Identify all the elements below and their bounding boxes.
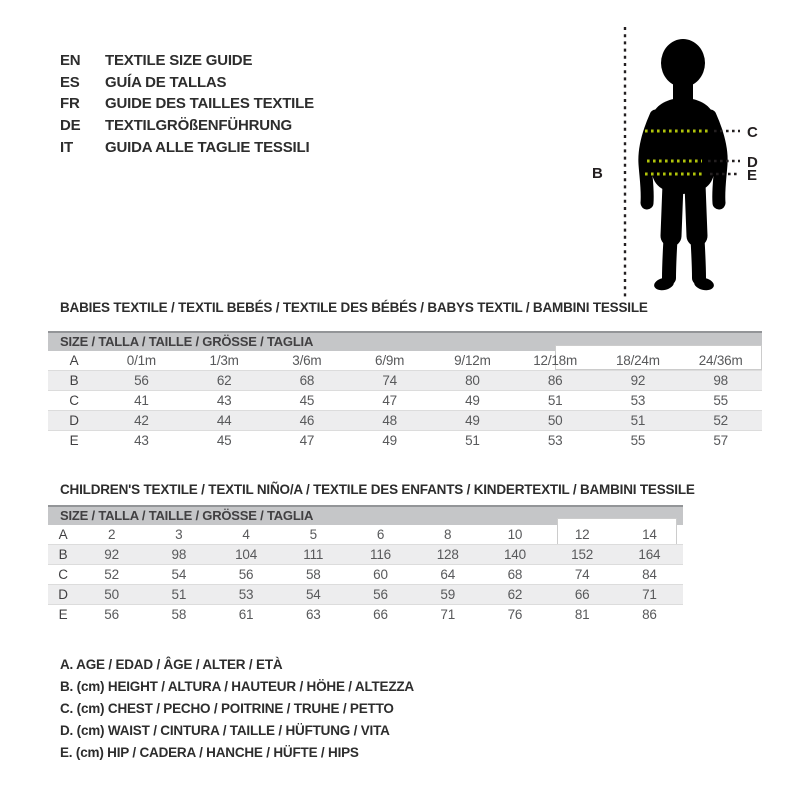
table-cell: 56 <box>100 371 183 391</box>
babies-section-title: BABIES TEXTILE / TEXTIL BEBÉS / TEXTILE DES BÉBÉS / BABYS TEXTIL / BAMBINI TESSILE <box>60 300 648 315</box>
table-cell: 66 <box>549 585 616 605</box>
table-cell: 56 <box>104 607 119 622</box>
table-cell: 52 <box>679 411 762 431</box>
table-cell: 66 <box>373 607 388 622</box>
table-cell: 60 <box>347 565 414 585</box>
table-row <box>48 585 683 605</box>
table-row <box>48 431 762 451</box>
table-cell: 45 <box>266 391 349 411</box>
table-cell: 2 <box>78 525 145 545</box>
table-row <box>48 371 762 391</box>
table-row <box>48 545 683 565</box>
table-cell: 92 <box>597 371 680 391</box>
table-cell: 43 <box>183 391 266 411</box>
table-cell: 54 <box>145 565 212 585</box>
table-cell: 58 <box>280 565 347 585</box>
table-cell: 98 <box>679 371 762 391</box>
language-title: GUIDA ALLE TAGLIE TESSILI <box>105 138 310 156</box>
table-cell: 8 <box>414 525 481 545</box>
measurement-legend <box>60 653 414 763</box>
table-cell: 86 <box>642 607 657 622</box>
table-cell: 62 <box>481 585 548 605</box>
legend-item: D. (cm) WAIST / CINTURA / TAILLE / HÜFTUNG / VITA <box>60 722 390 738</box>
legend-item: E. (cm) HIP / CADERA / HANCHE / HÜFTE / HIPS <box>60 744 359 760</box>
table-cell: 3 <box>145 525 212 545</box>
table-row <box>48 351 762 371</box>
table-cell: 53 <box>547 433 563 448</box>
table-cell: 74 <box>549 565 616 585</box>
table-cell: 4 <box>212 525 279 545</box>
language-row <box>60 72 314 94</box>
table-cell: 68 <box>481 565 548 585</box>
table-cell: 10 <box>481 525 548 545</box>
legend-item: B. (cm) HEIGHT / ALTURA / HAUTEUR / HÖHE / ALTEZZA <box>60 678 414 694</box>
table-cell: 6 <box>347 525 414 545</box>
children-size-table <box>48 525 683 624</box>
table-cell: 51 <box>145 585 212 605</box>
row-label: E <box>69 433 79 448</box>
waist-label: D <box>747 154 758 171</box>
table-cell: 152 <box>549 545 616 565</box>
table-cell: 86 <box>514 371 597 391</box>
babies-size-table <box>48 351 762 450</box>
row-label: D <box>48 411 100 431</box>
row-label: C <box>48 391 100 411</box>
size-header-bar: SIZE / TALLA / TAILLE / GRÖSSE / TAGLIA <box>48 505 683 525</box>
table-cell: 71 <box>616 585 683 605</box>
table-cell: 57 <box>713 433 728 448</box>
legend-item: A. AGE / EDAD / ÂGE / ALTER / ETÀ <box>60 656 283 672</box>
table-cell: 80 <box>431 371 514 391</box>
table-cell: 24/36m <box>679 351 762 371</box>
table-row <box>48 565 683 585</box>
table-cell: 3/6m <box>266 351 349 371</box>
row-label: B <box>48 371 100 391</box>
table-cell: 116 <box>347 545 414 565</box>
table-cell: 63 <box>305 607 321 622</box>
language-list <box>60 50 314 158</box>
table-row <box>48 391 762 411</box>
table-cell: 50 <box>78 585 145 605</box>
table-cell: 61 <box>238 607 254 622</box>
row-label: B <box>48 545 78 565</box>
table-cell: 48 <box>348 411 431 431</box>
babies-table-block <box>48 331 762 450</box>
table-cell: 71 <box>440 607 456 622</box>
table-cell: 49 <box>382 433 397 448</box>
table-cell: 56 <box>347 585 414 605</box>
table-cell: 49 <box>431 411 514 431</box>
language-code: DE <box>60 117 81 135</box>
child-silhouette-figure <box>590 18 800 303</box>
table-row <box>48 605 683 625</box>
language-row <box>60 93 314 115</box>
chest-label: C <box>747 124 758 141</box>
table-cell: 54 <box>280 585 347 605</box>
table-cell: 164 <box>616 545 683 565</box>
table-cell: 74 <box>348 371 431 391</box>
table-cell: 140 <box>481 545 548 565</box>
table-cell: 55 <box>630 433 646 448</box>
legend-item: C. (cm) CHEST / PECHO / POITRINE / TRUHE / PETTO <box>60 700 394 716</box>
size-header-bar: SIZE / TALLA / TAILLE / GRÖSSE / TAGLIA <box>48 331 762 351</box>
table-cell: 59 <box>414 585 481 605</box>
table-cell: 53 <box>597 391 680 411</box>
table-cell: 43 <box>134 433 149 448</box>
language-row <box>60 115 314 137</box>
table-cell: 12/18m <box>514 351 597 371</box>
table-cell: 44 <box>183 411 266 431</box>
language-code: EN <box>60 52 81 70</box>
language-code: IT <box>60 138 73 156</box>
child-silhouette <box>645 39 721 292</box>
row-label: E <box>58 607 68 622</box>
table-cell: 53 <box>212 585 279 605</box>
table-cell: 42 <box>100 411 183 431</box>
table-cell: 47 <box>299 433 315 448</box>
table-cell: 5 <box>280 525 347 545</box>
table-cell: 98 <box>145 545 212 565</box>
language-title: TEXTILGRÖßENFÜHRUNG <box>105 117 293 135</box>
table-cell: 12 <box>549 525 616 545</box>
children-section-title: CHILDREN'S TEXTILE / TEXTIL NIÑO/A / TEXTILE DES ENFANTS / KINDERTEXTIL / BAMBINI TESSILE <box>60 482 695 497</box>
language-title: GUIDE DES TAILLES TEXTILE <box>105 95 314 113</box>
table-cell: 0/1m <box>100 351 183 371</box>
table-cell: 55 <box>679 391 762 411</box>
language-title: GUÍA DE TALLAS <box>105 73 227 91</box>
table-cell: 56 <box>212 565 279 585</box>
table-cell: 50 <box>514 411 597 431</box>
table-cell: 51 <box>597 411 680 431</box>
table-row <box>48 525 683 545</box>
row-label: A <box>48 351 100 371</box>
table-cell: 47 <box>348 391 431 411</box>
table-cell: 92 <box>78 545 145 565</box>
hip-label: E <box>747 167 758 184</box>
table-cell: 1/3m <box>183 351 266 371</box>
table-cell: 111 <box>280 545 347 565</box>
table-cell: 52 <box>78 565 145 585</box>
table-cell: 14 <box>616 525 683 545</box>
row-label: C <box>48 565 78 585</box>
height-label: B <box>592 165 603 182</box>
table-cell: 18/24m <box>597 351 680 371</box>
table-cell: 41 <box>100 391 183 411</box>
children-table-block <box>48 505 683 624</box>
table-cell: 104 <box>212 545 279 565</box>
language-code: ES <box>60 73 80 91</box>
table-cell: 49 <box>431 391 514 411</box>
language-row <box>60 50 314 72</box>
row-label: A <box>48 525 78 545</box>
table-cell: 51 <box>514 391 597 411</box>
table-cell: 81 <box>574 607 590 622</box>
table-cell: 6/9m <box>348 351 431 371</box>
table-cell: 9/12m <box>431 351 514 371</box>
table-cell: 76 <box>507 607 523 622</box>
table-cell: 64 <box>414 565 481 585</box>
language-title: TEXTILE SIZE GUIDE <box>105 52 253 70</box>
table-cell: 45 <box>216 433 232 448</box>
table-cell: 84 <box>616 565 683 585</box>
table-cell: 58 <box>171 607 187 622</box>
table-cell: 51 <box>465 433 480 448</box>
table-cell: 62 <box>183 371 266 391</box>
table-cell: 128 <box>414 545 481 565</box>
table-cell: 46 <box>266 411 349 431</box>
language-row <box>60 136 314 158</box>
table-row <box>48 411 762 431</box>
row-label: D <box>48 585 78 605</box>
language-code: FR <box>60 95 80 113</box>
table-cell: 68 <box>266 371 349 391</box>
